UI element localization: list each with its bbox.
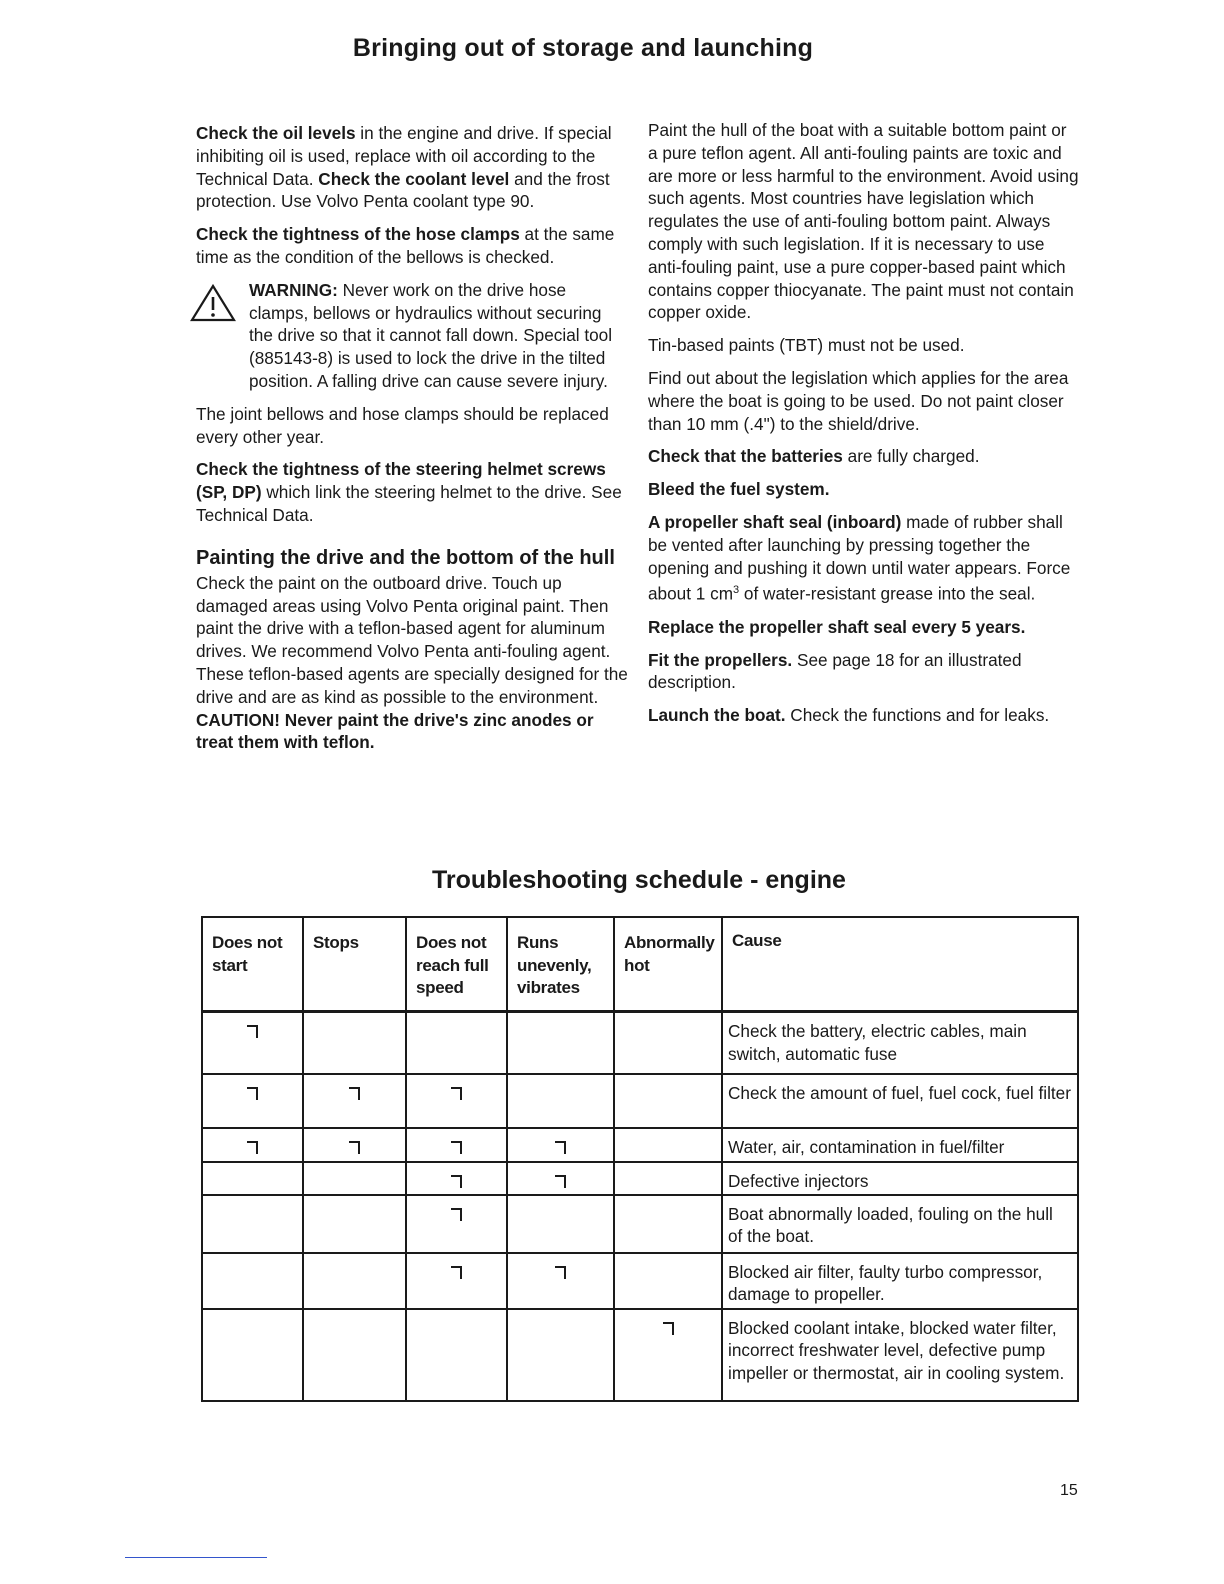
symptom-cell bbox=[303, 1309, 406, 1401]
symptom-cell bbox=[202, 1195, 303, 1253]
symptom-cell bbox=[507, 1012, 614, 1074]
symptom-cell bbox=[202, 1128, 303, 1162]
hull-paint-paragraph: Paint the hull of the boat with a suitable bottom paint or a pure teflon agent. All anti-fouling paints are toxic and are more or less harmful to the environment. Avoid using such agents. Most countries have legislation which regulates the use of anti-fouling bottom paint. Always comply with such legislation. If it is necessary to use anti-fouling paint, use a pure copper-based paint which contains copper thiocyanate. The paint must not contain copper oxide. bbox=[648, 120, 1079, 323]
symptom-cell bbox=[507, 1128, 614, 1162]
table-header-row bbox=[202, 917, 1078, 1012]
cause-cell: Water, air, contamination in fuel/filter bbox=[722, 1128, 1078, 1162]
caution-text: CAUTION! Never paint the drive's zinc anodes or treat them with teflon. bbox=[196, 709, 594, 753]
table-row bbox=[202, 1012, 1078, 1074]
superscript: 3 bbox=[733, 584, 740, 597]
check-mark-icon bbox=[451, 1087, 462, 1100]
check-mark-icon bbox=[247, 1025, 258, 1038]
bold-lead: Fit the propellers. bbox=[648, 649, 793, 670]
check-mark-icon bbox=[663, 1322, 674, 1335]
symptom-cell bbox=[406, 1074, 507, 1128]
hose-clamps-paragraph bbox=[196, 223, 628, 269]
check-mark-icon bbox=[451, 1175, 462, 1188]
table-row bbox=[202, 1074, 1078, 1128]
symptom-cell bbox=[614, 1309, 722, 1401]
symptom-cell bbox=[202, 1074, 303, 1128]
column-header: Abnormally hot bbox=[614, 917, 722, 1012]
symptom-cell bbox=[614, 1195, 722, 1253]
symptom-cell bbox=[202, 1162, 303, 1195]
painting-subheading: Painting the drive and the bottom of the hull bbox=[196, 546, 615, 569]
symptom-cell bbox=[202, 1012, 303, 1074]
painting-paragraph bbox=[196, 572, 628, 754]
symptom-cell bbox=[303, 1074, 406, 1128]
check-mark-icon bbox=[555, 1175, 566, 1188]
check-mark-icon bbox=[555, 1141, 566, 1154]
symptom-cell bbox=[507, 1309, 614, 1401]
symptom-cell bbox=[406, 1253, 507, 1309]
body-text: at the same time as the condition of the bellows is checked. bbox=[196, 224, 615, 267]
column-header: Stops bbox=[303, 917, 406, 1012]
body-text: are fully charged. bbox=[842, 446, 980, 467]
legislation-paragraph: Find out about the legislation which applies for the area where the boat is going to be used. Do not paint closer than 10 mm (.4") to the shield/drive. bbox=[648, 367, 1069, 434]
symptom-cell bbox=[406, 1309, 507, 1401]
symptom-cell bbox=[406, 1195, 507, 1253]
left-column bbox=[196, 122, 628, 764]
batteries-paragraph bbox=[648, 445, 1080, 468]
cause-cell: Defective injectors bbox=[722, 1162, 1078, 1195]
table-row bbox=[202, 1128, 1078, 1162]
warning-triangle-icon bbox=[190, 283, 236, 323]
symptom-cell bbox=[303, 1128, 406, 1162]
body-text: Check the functions and for leaks. bbox=[785, 705, 1050, 726]
table-row bbox=[202, 1195, 1078, 1253]
symptom-cell bbox=[614, 1162, 722, 1195]
check-mark-icon bbox=[247, 1087, 258, 1100]
warning-text: Never work on the drive hose clamps, bellows or hydraulics without securing the drive so that it cannot fall down. Special tool (885143-8) is used to lock the drive in the tilted position. A falling drive can cause severe injury. bbox=[249, 279, 613, 391]
check-mark-icon bbox=[451, 1266, 462, 1279]
bold-lead: Check the coolant level bbox=[318, 168, 510, 189]
bold-lead: Check the tightness of the steering helmet screws (SP, DP) bbox=[196, 459, 606, 503]
page-title: Bringing out of storage and launching bbox=[352, 34, 814, 62]
warning-label: WARNING: bbox=[249, 279, 338, 300]
oil-coolant-paragraph bbox=[196, 122, 628, 213]
symptom-cell bbox=[614, 1074, 722, 1128]
symptom-cell bbox=[507, 1162, 614, 1195]
table-row bbox=[202, 1253, 1078, 1309]
warning-box bbox=[196, 279, 628, 393]
right-column bbox=[648, 119, 1080, 737]
check-mark-icon bbox=[247, 1141, 258, 1154]
steering-helmet-paragraph bbox=[196, 458, 628, 526]
troubleshooting-table bbox=[201, 916, 1079, 1402]
cause-cell: Check the amount of fuel, fuel cock, fuel filter bbox=[722, 1074, 1078, 1128]
body-text: in the engine and drive. If special inhibiting oil is used, replace with oil according to the Technical Data. bbox=[196, 123, 612, 189]
check-mark-icon bbox=[451, 1208, 462, 1221]
column-header: Cause bbox=[722, 917, 1078, 1012]
replace-seal-paragraph: Replace the propeller shaft seal every 5 years. bbox=[648, 616, 1026, 637]
cause-cell: Boat abnormally loaded, fouling on the hull of the boat. bbox=[722, 1195, 1078, 1253]
body-text: and the frost protection. Use Volvo Penta coolant type 90. bbox=[196, 168, 610, 212]
symptom-cell bbox=[406, 1128, 507, 1162]
symptom-cell bbox=[303, 1012, 406, 1074]
symptom-cell bbox=[614, 1253, 722, 1309]
body-text: which link the steering helmet to the drive. See Technical Data. bbox=[196, 482, 622, 525]
symptom-cell bbox=[303, 1253, 406, 1309]
bold-lead: Check the oil levels bbox=[196, 123, 356, 143]
symptom-cell bbox=[303, 1162, 406, 1195]
body-text: See page 18 for an illustrated description. bbox=[648, 649, 1022, 693]
bold-lead: Launch the boat. bbox=[648, 705, 786, 726]
column-header: Does not reach full speed bbox=[406, 917, 507, 1012]
symptom-cell bbox=[202, 1253, 303, 1309]
table-row bbox=[202, 1309, 1078, 1401]
symptom-cell bbox=[614, 1012, 722, 1074]
shaft-seal-paragraph bbox=[648, 511, 1080, 606]
symptom-cell bbox=[507, 1074, 614, 1128]
symptom-cell bbox=[614, 1128, 722, 1162]
symptom-cell bbox=[202, 1309, 303, 1401]
body-text: Check the paint on the outboard drive. Touch up damaged areas using Volvo Penta original paint. Then paint the drive with a teflon-based agent for aluminum drives. We recommend Volvo Penta anti-fouling agent. These teflon-based agents are specially designed for the drive and are as kind as possible to the environment. bbox=[196, 572, 628, 707]
column-header: Runs unevenly, vibrates bbox=[507, 917, 614, 1012]
symptom-cell bbox=[406, 1012, 507, 1074]
symptom-cell bbox=[303, 1195, 406, 1253]
cause-cell: Check the battery, electric cables, main switch, automatic fuse bbox=[722, 1012, 1078, 1074]
bleed-fuel-paragraph: Bleed the fuel system. bbox=[648, 479, 830, 500]
table-row bbox=[202, 1162, 1078, 1195]
symptom-cell bbox=[406, 1162, 507, 1195]
symptom-cell bbox=[507, 1253, 614, 1309]
check-mark-icon bbox=[555, 1266, 566, 1279]
check-mark-icon bbox=[349, 1087, 360, 1100]
cause-cell: Blocked coolant intake, blocked water filter, incorrect freshwater level, defective pump impeller or thermostat, air in cooling system. bbox=[722, 1309, 1078, 1401]
bold-lead: Check the tightness of the hose clamps bbox=[196, 224, 520, 245]
check-mark-icon bbox=[349, 1141, 360, 1154]
schedule-title: Troubleshooting schedule - engine bbox=[432, 866, 846, 894]
column-header: Does not start bbox=[202, 917, 303, 1012]
bold-lead: Check that the batteries bbox=[648, 446, 843, 467]
propellers-paragraph bbox=[648, 649, 1080, 695]
page-number: 15 bbox=[1060, 1482, 1078, 1499]
body-text: made of rubber shall be vented after launching by pressing together the opening and pushing it down until water appears. Force about 1 cm bbox=[648, 511, 1071, 605]
cause-cell: Blocked air filter, faulty turbo compressor, damage to propeller. bbox=[722, 1253, 1078, 1309]
bellows-replacement-paragraph: The joint bellows and hose clamps should be replaced every other year. bbox=[196, 403, 609, 447]
body-text: of water-resistant grease into the seal. bbox=[739, 584, 1036, 605]
bold-lead: A propeller shaft seal (inboard) bbox=[648, 511, 902, 532]
launch-paragraph bbox=[648, 704, 1080, 727]
symptom-cell bbox=[507, 1195, 614, 1253]
footer-divider bbox=[125, 1557, 267, 1558]
tbt-paragraph: Tin-based paints (TBT) must not be used. bbox=[648, 335, 965, 356]
check-mark-icon bbox=[451, 1141, 462, 1154]
